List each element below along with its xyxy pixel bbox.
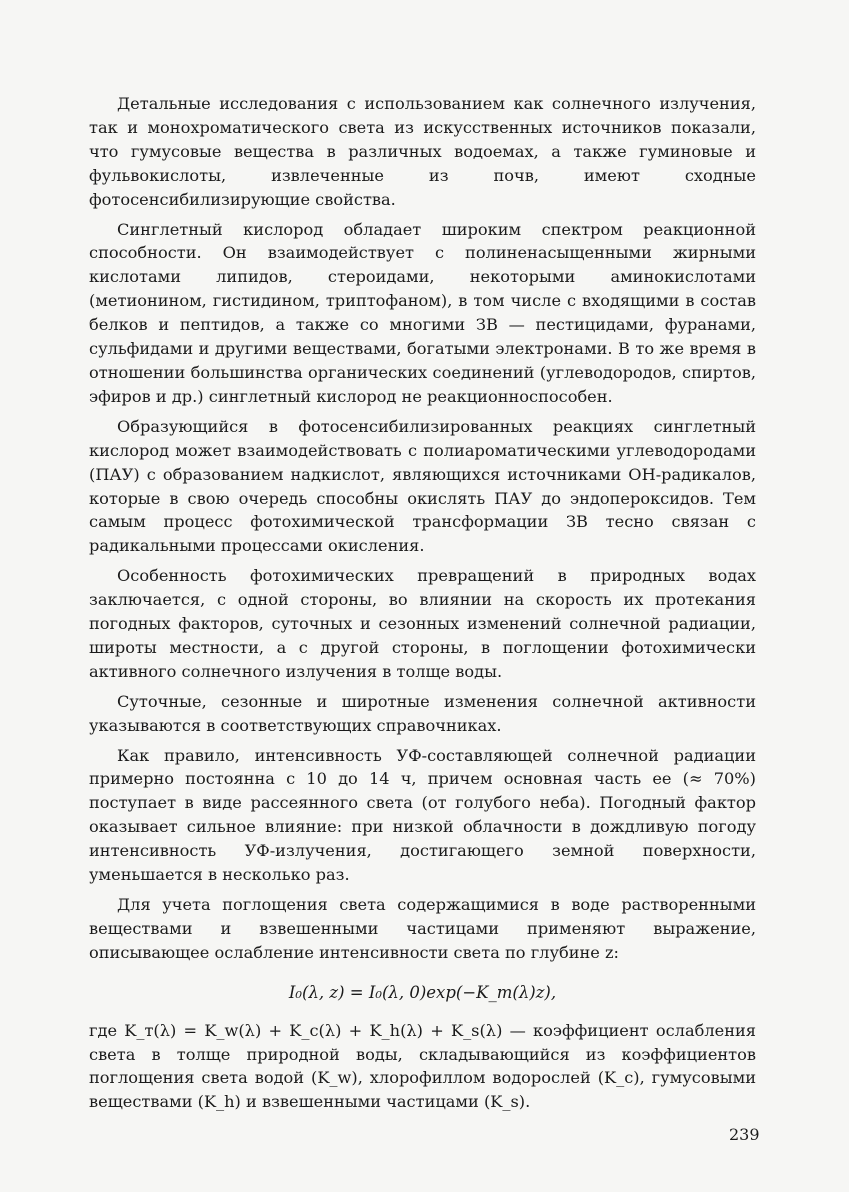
body-text xyxy=(89,92,756,1120)
paragraph-5: Суточные, сезонные и широтные изменения солнечной активности указываются в соответствующих справочниках. xyxy=(89,691,756,735)
paragraph-6: Как правило, интенсивность УФ-составляющей солнечной радиации примерно постоянна с 10 до 14 ч, причем основная часть ее (≈ 70%) поступает в виде рассеянного света (от голубого неба). Погодный фактор оказывает сильное влияние: при низкой облачности в дождливую погоду интенсивность УФ-излучения, достигающего земной поверхности, уменьшается в несколько раз. xyxy=(89,745,756,885)
formula-explanation: где K_т(λ) = K_w(λ) + K_c(λ) + K_h(λ) + K_s(λ) — коэффициент ослабления света в толще природной воды, складывающийся из коэффициентов поглощения света водой (K_w), хлорофиллом водорослей (K_c), гумусовыми веществами (K_h) и взвешенными частицами (K_s). xyxy=(89,1020,756,1112)
formula: I₀(λ, z) = I₀(λ, 0)exp(−K_т(λ)z), xyxy=(288,982,557,1002)
page-number: 239 xyxy=(729,1125,760,1144)
paragraph-1: Детальные исследования с использованием как солнечного излучения, так и монохроматического света из искусственных источников показали, что гумусовые вещества в различных водоемах, а также гуминовые и фульвокислоты, извлеченные из почв, имеют сходные фотосенсибилизирующие свойства. xyxy=(89,94,756,209)
paragraph-4: Особенность фотохимических превращений в природных водах заключается, с одной стороны, во влиянии на скорость их протекания погодных факторов, суточных и сезонных изменений солнечной радиации, широты местности, а с другой стороны, в поглощении фотохимически активного солнечного излучения в толще воды. xyxy=(89,566,756,681)
paragraph-3: Образующийся в фотосенсибилизированных реакциях синглетный кислород может взаимодействовать с полиароматическими углеводородами (ПАУ) с образованием надкислот, являющихся источниками OH-радикалов, которые в свою очередь способны окислять ПАУ до эндопероксидов. Тем самым процесс фотохимической трансформации ЗВ тесно связан с радикальными процессами окисления. xyxy=(89,416,756,556)
paragraph-7: Для учета поглощения света содержащимися в воде растворенными веществами и взвешенными частицами применяют выражение, описывающее ослабление интенсивности света по глубине z: xyxy=(89,895,756,962)
paragraph-2: Синглетный кислород обладает широким спектром реакционной способности. Он взаимодействует с полиненасыщенными жирными кислотами липидов, стероидами, некоторыми аминокислотами (метионином, гистидином, триптофаном), в том числе с входящими в состав белков и пептидов, а также со многими ЗВ — пестицидами, фуранами, сульфидами и другими веществами, богатыми электронами. В то же время в отношении большинства органических соединений (углеводородов, спиртов, эфиров и др.) синглетный кислород не реакционноспособен. xyxy=(89,219,756,406)
